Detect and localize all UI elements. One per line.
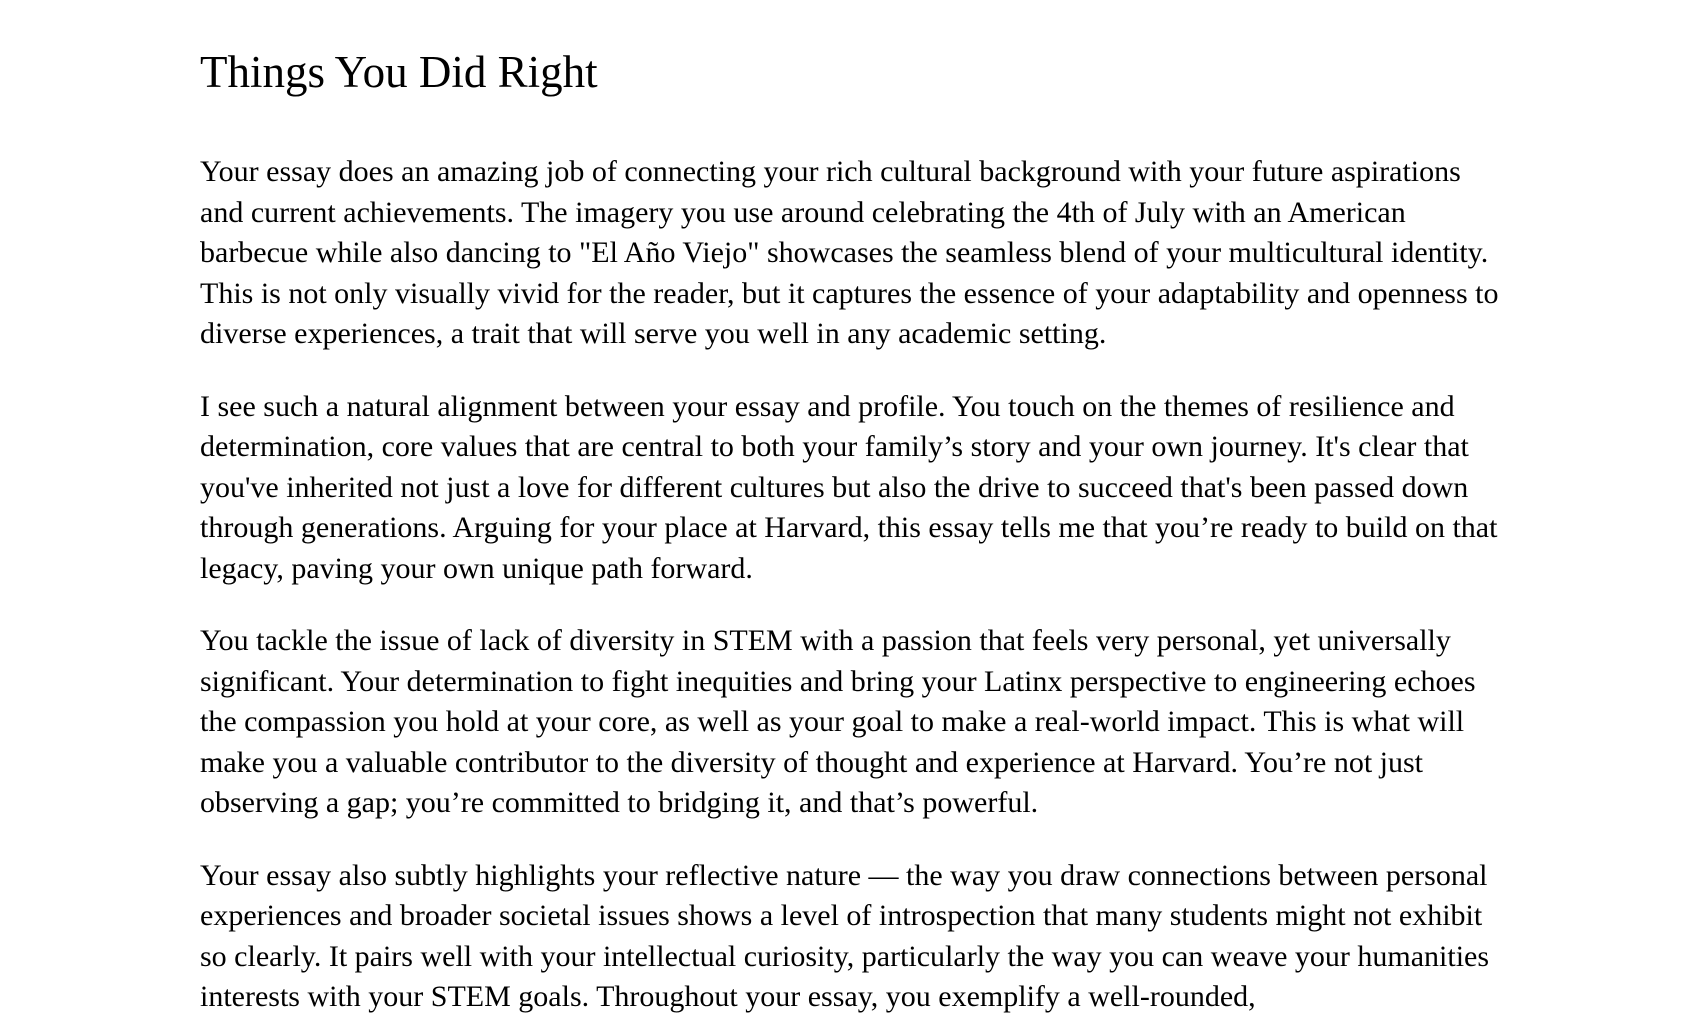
feedback-paragraph-3: You tackle the issue of lack of diversity in STEM with a passion that feels very personal, yet universally significant. Your determination to fight inequities and bring your Latinx perspective to engineering echoes the compassion you hold at your core, as well as your goal to make a real-world impact. This is what will make you a valuable contributor to the diversity of thought and experience at Harvard. You’re not just observing a gap; you’re committed to bridging it, and that’s powerful. — [200, 624, 1476, 820]
document-title: Things You Did Right — [200, 47, 598, 97]
feedback-paragraph-4: Your essay also subtly highlights your reflective nature — the way you draw connections between personal experiences and broader societal issues shows a level of introspection that many students might not exhibit so clearly. It pairs well with your intellectual curiosity, particularly the way you can weave your humanities interests with your STEM goals. Throughout your essay, you exemplify a well-rounded, — [200, 858, 1490, 1014]
feedback-paragraph-2: I see such a natural alignment between your essay and profile. You touch on the themes of resilience and determination, core values that are central to both your family’s story and your own journey. It's clear that you've inherited not just a love for different cultures but also the drive to succeed that's been passed down through generations. Arguing for your place at Harvard, this essay tells me that you’re ready to build on that legacy, paving your own unique path forward. — [200, 389, 1498, 585]
feedback-paragraph-1: Your essay does an amazing job of connecting your rich cultural background with your future aspirations and current achievements. The imagery you use around celebrating the 4th of July with an American barbecue while also dancing to "El Año Viejo" showcases the seamless blend of your multicultural identity. This is not only visually vivid for the reader, but it captures the essence of your adaptability and openness to diverse experiences, a trait that will serve you well in any academic setting. — [200, 155, 1499, 351]
